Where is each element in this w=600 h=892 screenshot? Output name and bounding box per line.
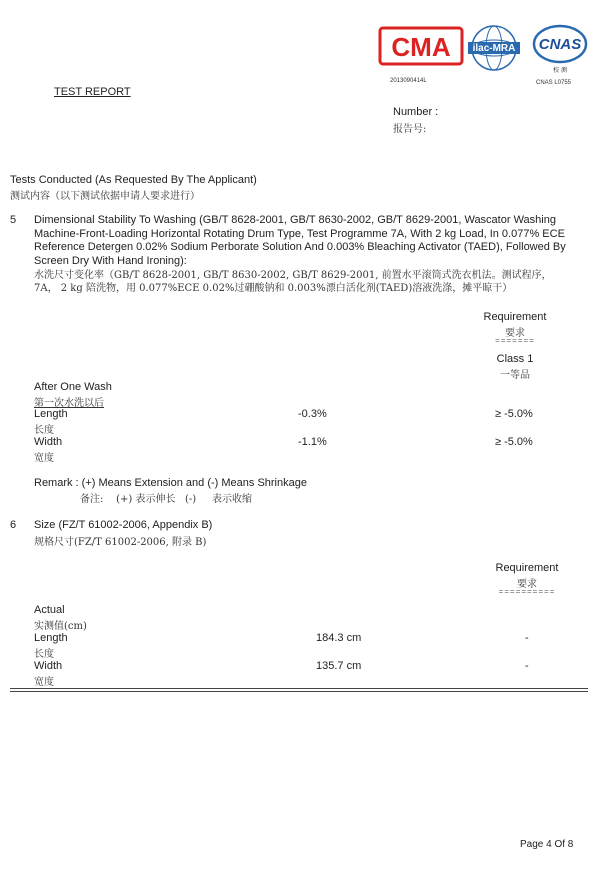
section5-title-line: Reference Detergen 0.02% Sodium Perborate Solution And 0.003% Bleaching Activator (TAED), Followed By (34, 241, 566, 253)
section5-title-line: Screen Dry With Hand Ironing): (34, 254, 187, 267)
section5-title-line: Machine-Front-Loading Horizontal Rotating Drum Type, Test Programme 7A, With 2 kg Load, In 0.077% ECE (34, 227, 565, 240)
svg-text:ilac-MRA: ilac-MRA (472, 43, 516, 54)
page-number: Page 4 Of 8 (520, 839, 574, 850)
section6-requirement-label: Requirement (495, 562, 559, 574)
group-after-one-wash-cn: 第一次水洗以后 (34, 398, 104, 409)
s6-row-length-label: Length (34, 632, 68, 644)
s6-row-width-value: 135.7 cm (316, 660, 362, 672)
s6-row-width-label: Width (34, 660, 63, 672)
s5-row-length-label-cn: 长度 (34, 425, 54, 436)
section5-requirement-label: Requirement (483, 311, 547, 323)
s6-row-length-requirement: - (525, 632, 529, 644)
group-actual-cn: 实测值(cm) (34, 621, 87, 632)
section5-title-cn-line: 7A， 2 kg 陪洗物，用 0.077%ECE 0.02%过硼酸钠和 0.003%漂白活化剂(TAED)溶液洗涤，摊平晾干） (34, 283, 513, 294)
svg-text:校 测: 校 测 (553, 67, 567, 74)
number-label-cn: 报告号: (393, 124, 427, 135)
remark-cn: 备注: (+) 表示伸长 (-) 表示收缩 (80, 494, 253, 505)
s5-row-width-label-cn: 宽度 (34, 453, 54, 464)
tests-heading: Tests Conducted (As Requested By The Applicant) (10, 174, 257, 186)
number-label: Number : (393, 106, 439, 118)
section5-title-cn-line: 水洗尺寸变化率（GB/T 8628-2001, GB/T 8630-2002, GB/T 8629-2001, 前置水平滚筒式洗衣机法。测试程序， (34, 270, 552, 281)
section5-requirement-rule: ======= (495, 336, 535, 345)
section5-number: 5 (10, 214, 17, 226)
section6-title: Size (FZ/T 61002-2006, Appendix B) (34, 519, 213, 531)
section5-title-cn (34, 269, 590, 295)
s6-row-width-label-cn: 宽度 (34, 677, 54, 688)
section6-requirement-rule: ========== (498, 587, 556, 596)
s5-row-width-label: Width (34, 436, 63, 448)
section5-title-line: Dimensional Stability To Washing (GB/T 8628-2001, GB/T 8630-2002, GB/T 8629-2001, Wascator Washing (34, 214, 556, 226)
s5-row-width-value: -1.1% (298, 436, 327, 448)
svg-text:CNAS: CNAS (538, 36, 582, 53)
s5-row-length-value: -0.3% (298, 408, 327, 420)
class-label-cn: 一等品 (500, 370, 530, 381)
cma-logo (380, 28, 462, 64)
group-after-one-wash: After One Wash (34, 381, 112, 393)
cnas-caption: CNAS L0755 (536, 80, 572, 86)
section5-title (34, 214, 590, 268)
class-label: Class 1 (496, 353, 534, 365)
s5-row-width-requirement: ≥ -5.0% (495, 436, 533, 448)
s6-row-width-requirement: - (525, 660, 529, 672)
remark: Remark : (+) Means Extension and (-) Means Shrinkage (34, 477, 307, 489)
svg-text:CMA: CMA (391, 32, 451, 62)
s5-row-length-requirement: ≥ -5.0% (495, 408, 533, 420)
report-title: TEST REPORT (54, 86, 131, 98)
s5-row-length-label: Length (34, 408, 68, 420)
ilac-mra-logo (468, 26, 520, 70)
section6-number: 6 (10, 519, 17, 531)
group-actual: Actual (34, 604, 65, 616)
accreditation-logos (376, 18, 590, 90)
tests-heading-cn: 测试内容（以下测试依据申请人要求进行） (10, 191, 200, 202)
s6-row-length-label-cn: 长度 (34, 649, 54, 660)
cma-caption: 2013090414L (390, 78, 427, 84)
section6-title-cn: 规格尺寸(FZ/T 61002-2006, 附录 B) (34, 537, 207, 548)
cnas-logo (534, 26, 586, 74)
end-of-table-divider (10, 688, 588, 692)
section5-requirement-label-cn: 要求 (505, 328, 525, 339)
s6-row-length-value: 184.3 cm (316, 632, 362, 644)
section6-requirement-label-cn: 要求 (517, 579, 537, 590)
